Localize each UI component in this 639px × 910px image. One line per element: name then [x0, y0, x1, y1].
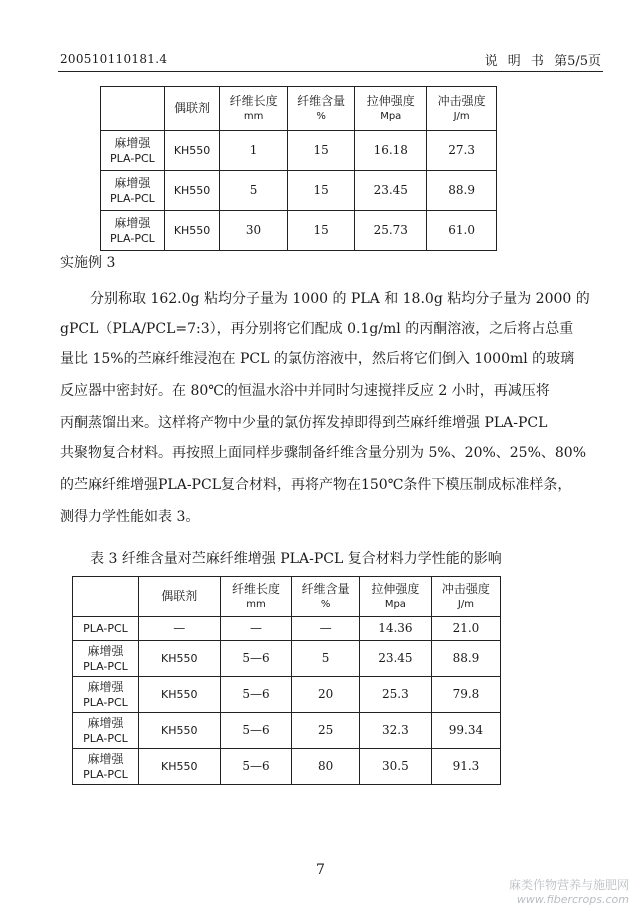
sample-cell: 麻增强 PLA-PCL — [101, 131, 165, 171]
table-header-cell: 偶联剂 — [138, 577, 220, 617]
sample-cell: 麻增强 PLA-PCL — [73, 641, 139, 677]
table-row — [101, 171, 497, 211]
tensile-cell: 23.45 — [359, 641, 431, 677]
table-header-cell: 纤维长度 mm — [220, 87, 288, 131]
watermark — [509, 876, 629, 906]
agent-cell: KH550 — [138, 641, 220, 677]
table-row — [73, 677, 501, 713]
content-cell: 20 — [292, 677, 360, 713]
agent-cell: KH550 — [138, 677, 220, 713]
impact-cell: 27.3 — [427, 131, 497, 171]
length-cell: 5—6 — [220, 713, 292, 749]
impact-cell: 88.9 — [431, 641, 500, 677]
content-cell: 25 — [292, 713, 360, 749]
length-cell: 5—6 — [220, 641, 292, 677]
header-rule — [58, 71, 603, 72]
sample-cell: 麻增强 PLA-PCL — [73, 677, 139, 713]
impact-cell: 21.0 — [431, 617, 500, 641]
length-cell: 5 — [220, 171, 288, 211]
sample-cell: 麻增强 PLA-PCL — [73, 713, 139, 749]
agent-cell: KH550 — [164, 211, 219, 251]
content-cell: 5 — [292, 641, 360, 677]
tensile-cell: 23.45 — [355, 171, 427, 211]
sample-cell: 麻增强 PLA-PCL — [101, 171, 165, 211]
table-header-row — [73, 577, 501, 617]
table-row — [73, 641, 501, 677]
length-cell: 1 — [220, 131, 288, 171]
table-header-cell: 拉伸强度 Mpa — [359, 577, 431, 617]
table-row — [101, 131, 497, 171]
body-text-line: 量比 15%的苎麻纤维浸泡在 PCL 的氯仿溶液中，然后将它们倒入 1000ml 的玻璃 — [60, 351, 575, 367]
table-header-cell: 冲击强度 J/m — [427, 87, 497, 131]
table-header-cell: 纤维长度 mm — [220, 577, 292, 617]
length-cell: 30 — [220, 211, 288, 251]
table-header-cell: 偶联剂 — [164, 87, 219, 131]
table-header-cell: 拉伸强度 Mpa — [355, 87, 427, 131]
body-text-line: 测得力学性能如表 3。 — [60, 509, 200, 525]
impact-cell: 61.0 — [427, 211, 497, 251]
tensile-cell: 32.3 — [359, 713, 431, 749]
header-char-3: 书 — [530, 54, 544, 69]
impact-cell: 91.3 — [431, 749, 500, 785]
body-text-line: 反应器中密封好。在 80℃的恒温水浴中并同时匀速搅拌反应 2 小时，再减压将 — [60, 383, 550, 399]
header-page-label: 第5/5页 — [554, 54, 601, 69]
sample-cell: 麻增强 PLA-PCL — [101, 211, 165, 251]
body-text-line: 丙酮蒸馏出来。这样将产物中少量的氯仿挥发掉即得到苎麻纤维增强 PLA-PCL — [60, 415, 548, 431]
table-header-row — [101, 87, 497, 131]
tensile-cell: 25.73 — [355, 211, 427, 251]
body-text-line: gPCL（PLA/PCL=7:3），再分别将它们配成 0.1g/ml 的丙酮溶液，之后将占总重 — [60, 321, 574, 337]
content-cell: — — [292, 617, 360, 641]
length-cell: 5—6 — [220, 749, 292, 785]
length-cell: 5—6 — [220, 677, 292, 713]
table-fiber-length — [100, 86, 497, 251]
length-cell: — — [220, 617, 292, 641]
tensile-cell: 16.18 — [355, 131, 427, 171]
table-header-cell — [73, 577, 139, 617]
body-text-line: 分别称取 162.0g 粘均分子量为 1000 的 PLA 和 18.0g 粘均分子量为 2000 的 — [90, 291, 590, 307]
content-cell: 80 — [292, 749, 360, 785]
table-row — [73, 617, 501, 641]
agent-cell: — — [138, 617, 220, 641]
header-char-1: 说 — [484, 54, 498, 69]
table-header-cell: 纤维含量 % — [292, 577, 360, 617]
content-cell: 15 — [287, 211, 354, 251]
impact-cell: 79.8 — [431, 677, 500, 713]
sample-cell: PLA-PCL — [73, 617, 139, 641]
document-number: 200510110181.4 — [60, 52, 168, 66]
table-row — [73, 713, 501, 749]
impact-cell: 88.9 — [427, 171, 497, 211]
table-caption: 表 3 纤维含量对苎麻纤维增强 PLA-PCL 复合材料力学性能的影响 — [90, 551, 502, 567]
tensile-cell: 25.3 — [359, 677, 431, 713]
body-text-line: 共聚物复合材料。再按照上面同样步骤制备纤维含量分别为 5%、20%、25%、80% — [60, 445, 587, 461]
agent-cell: KH550 — [164, 131, 219, 171]
agent-cell: KH550 — [164, 171, 219, 211]
table-row — [73, 749, 501, 785]
impact-cell: 99.34 — [431, 713, 500, 749]
watermark-title: 麻类作物营养与施肥网 — [508, 878, 629, 892]
section-heading: 实施例 3 — [60, 255, 116, 271]
table-header-cell: 冲击强度 J/m — [431, 577, 500, 617]
header-char-2: 明 — [507, 54, 521, 69]
table-fiber-content — [72, 576, 501, 785]
table-header-cell: 纤维含量 % — [287, 87, 354, 131]
tensile-cell: 30.5 — [359, 749, 431, 785]
watermark-url: www.fibercrops.com — [516, 893, 629, 906]
page-number: 7 — [316, 862, 325, 878]
body-text-line: 的苎麻纤维增强PLA-PCL复合材料，再将产物在150℃条件下模压制成标准样条， — [60, 477, 572, 493]
sample-cell: 麻增强 PLA-PCL — [73, 749, 139, 785]
table-header-cell — [101, 87, 165, 131]
table-row — [101, 211, 497, 251]
page-header-label — [479, 50, 601, 69]
content-cell: 15 — [287, 171, 354, 211]
agent-cell: KH550 — [138, 713, 220, 749]
content-cell: 15 — [287, 131, 354, 171]
tensile-cell: 14.36 — [359, 617, 431, 641]
agent-cell: KH550 — [138, 749, 220, 785]
